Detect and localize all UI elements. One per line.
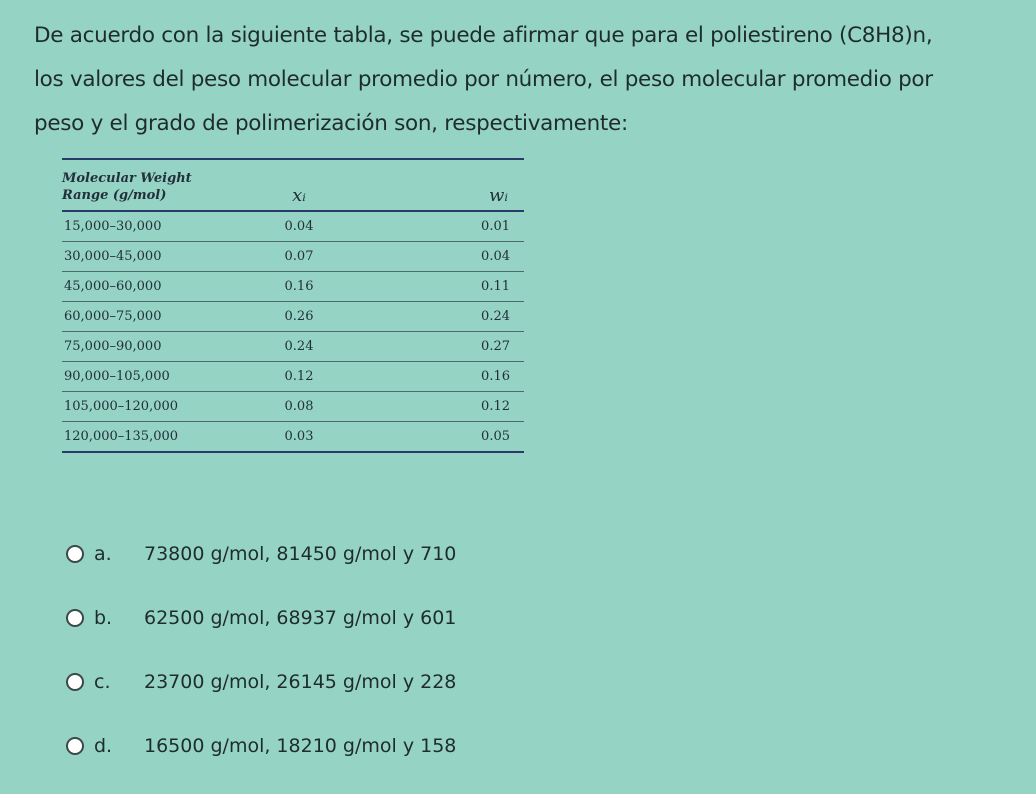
option-text: 16500 g/mol, 18210 g/mol y 158 <box>144 735 457 757</box>
cell-range: 105,000–120,000 <box>62 392 224 422</box>
question-text <box>34 14 1024 146</box>
header-wi: wᵢ <box>374 160 524 211</box>
header-xi: xᵢ <box>224 160 374 211</box>
cell-xi: 0.26 <box>224 302 374 332</box>
radio-button-c[interactable] <box>66 673 84 691</box>
table-row <box>62 392 524 422</box>
cell-range: 120,000–135,000 <box>64 429 179 444</box>
table-row <box>62 362 524 392</box>
radio-button-b[interactable] <box>66 609 84 627</box>
radio-button-d[interactable] <box>66 737 84 755</box>
molecular-weight-table <box>62 158 524 453</box>
option-a[interactable] <box>66 538 456 570</box>
cell-range: 90,000–105,000 <box>62 362 224 392</box>
option-letter: a. <box>94 543 112 565</box>
cell-range: 30,000–45,000 <box>62 242 224 272</box>
cell-xi: 0.08 <box>224 392 374 422</box>
cell-xi: 0.04 <box>224 211 374 242</box>
cell-range: 45,000–60,000 <box>62 272 224 302</box>
cell-xi: 0.24 <box>224 332 374 362</box>
cell-xi: 0.07 <box>224 242 374 272</box>
cell-wi: 0.12 <box>374 392 524 422</box>
cell-wi: 0.24 <box>374 302 524 332</box>
table-row <box>62 422 524 452</box>
table-row <box>62 211 524 242</box>
cell-wi: 0.04 <box>374 242 524 272</box>
cell-wi: 0.01 <box>374 211 524 242</box>
radio-button-a[interactable] <box>66 545 84 563</box>
table-row <box>62 242 524 272</box>
table-row <box>62 272 524 302</box>
table-bottom-rule <box>62 451 524 453</box>
option-letter: d. <box>94 735 113 757</box>
table-header-row <box>62 160 524 211</box>
option-letter: b. <box>94 607 113 629</box>
option-text: 62500 g/mol, 68937 g/mol y 601 <box>144 607 457 629</box>
answer-options <box>66 538 456 794</box>
cell-range: 15,000–30,000 <box>62 211 224 242</box>
header-weight-range: Molecular Weight Range (g/mol) <box>62 160 224 211</box>
option-b[interactable] <box>66 602 456 634</box>
table-row <box>62 302 524 332</box>
option-text: 73800 g/mol, 81450 g/mol y 710 <box>144 543 457 565</box>
cell-wi: 0.05 <box>481 429 510 444</box>
option-d[interactable] <box>66 730 456 762</box>
cell-range: 60,000–75,000 <box>62 302 224 332</box>
cell-range: 75,000–90,000 <box>62 332 224 362</box>
cell-wi: 0.27 <box>374 332 524 362</box>
cell-xi: 0.12 <box>224 362 374 392</box>
question-line-1: De acuerdo con la siguiente tabla, se puede afirmar que para el poliestireno (C8H8)n, <box>34 23 933 48</box>
table-row <box>62 332 524 362</box>
option-letter: c. <box>94 671 111 693</box>
cell-wi: 0.16 <box>374 362 524 392</box>
cell-wi: 0.11 <box>374 272 524 302</box>
question-line-2: los valores del peso molecular promedio por número, el peso molecular promedio por <box>34 67 933 92</box>
data-table <box>62 160 524 451</box>
question-line-3: peso y el grado de polimerización son, respectivamente: <box>34 111 628 136</box>
cell-xi: 0.03 <box>284 429 314 444</box>
option-c[interactable] <box>66 666 456 698</box>
cell-xi: 0.16 <box>224 272 374 302</box>
option-text: 23700 g/mol, 26145 g/mol y 228 <box>144 671 457 693</box>
